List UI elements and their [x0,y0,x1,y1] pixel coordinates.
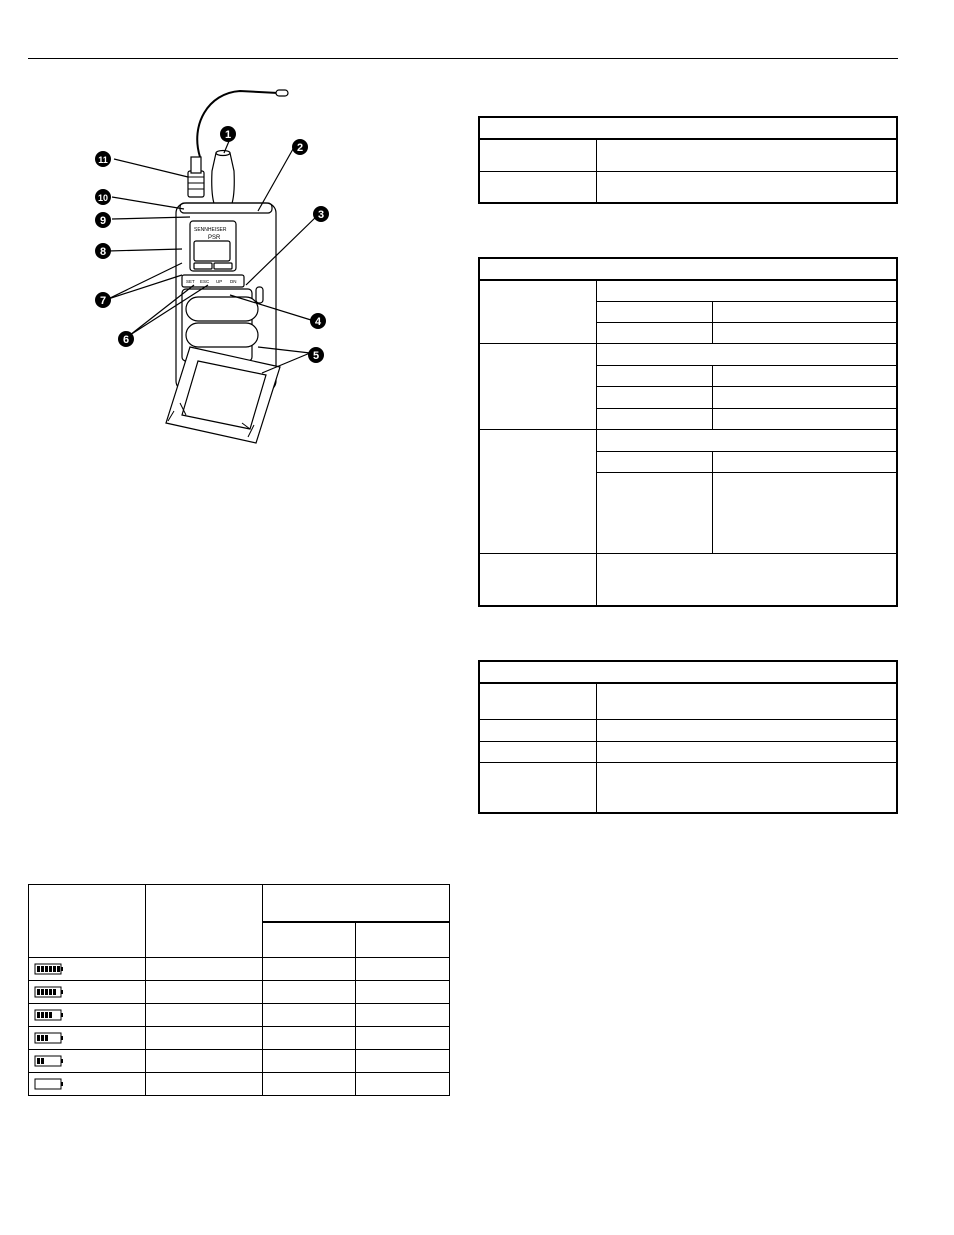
leader-line [108,263,182,299]
battery-row [29,1027,450,1050]
table-cell [263,1027,356,1050]
callout-label: 3 [317,209,325,221]
table-cell [712,451,897,472]
battery-bar [41,1058,44,1064]
callout-label: 11 [98,155,108,165]
battery-level-icon [34,1032,64,1044]
table-header-cell [263,922,356,958]
battery-level-icon [34,1009,64,1021]
table-cell [146,981,263,1004]
battery-terminal [61,1013,63,1017]
table-cell [712,386,897,408]
button-label: UP [216,279,223,284]
table-cell [479,280,596,343]
battery-terminal [61,1059,63,1063]
battery-bar [37,966,40,972]
table-cell [146,1050,263,1073]
callout-label: 1 [224,129,232,141]
callout-label: 5 [312,350,320,362]
callout-label: 10 [97,193,109,203]
device-illustration [90,85,335,445]
table-cell [712,365,897,386]
table-settings [478,257,898,607]
battery-bar [49,989,52,995]
table-cell [596,472,712,553]
callout-label: 9 [99,215,107,227]
button-label: ESC [200,279,210,284]
battery-terminal [61,967,63,971]
battery-bar [41,989,44,995]
battery-cell [186,323,258,347]
button-label: DN [230,279,237,284]
header-rule [28,58,898,59]
table-cell [596,741,897,762]
table-cell [596,280,897,301]
table-header-cell [356,922,450,958]
table-cell [596,365,712,386]
antenna-tip [276,90,288,96]
battery-bar [45,966,48,972]
model-label: PSR [208,235,221,241]
table-cell [479,343,596,429]
table-cell [356,1050,450,1073]
leader-line [108,249,182,251]
table-cell [596,343,897,365]
battery-bar [53,966,56,972]
table-cell [263,958,356,981]
battery-bar [37,1012,40,1018]
antenna-connector [188,171,204,197]
table-cell [263,1004,356,1027]
table-cell [146,1027,263,1050]
battery-row [29,981,450,1004]
table-cell [596,301,712,322]
table-cell [712,301,897,322]
callout-label: 6 [122,334,130,346]
table-cell [596,408,712,429]
battery-icon-cell [29,1050,146,1073]
table-cell [263,1050,356,1073]
battery-level-icon [34,963,64,975]
battery-bar [45,1035,48,1041]
battery-icon-cell [29,981,146,1004]
battery-terminal [61,1036,63,1040]
table-cell [712,408,897,429]
table-cell [263,981,356,1004]
leader-line [258,149,293,211]
table-cell [146,1004,263,1027]
battery-bar [37,989,40,995]
table-cell [596,322,712,343]
table-cell [479,171,596,203]
battery-row [29,1073,450,1096]
battery-bar [49,966,52,972]
table-cell [596,139,897,171]
table-display-info [478,660,898,814]
table-cell [479,553,596,606]
battery-level-icon [34,1078,64,1090]
table-cell [596,451,712,472]
table-header-cell [479,258,897,280]
battery-icon-cell [29,958,146,981]
table-cell [596,386,712,408]
table-cell [356,981,450,1004]
callout-label: 2 [296,142,304,154]
brand-label: SENNHEISER [194,227,227,233]
antenna-wire [197,91,278,157]
table-cell [596,553,897,606]
callout-label: 4 [314,316,322,328]
table-cell [479,741,596,762]
table-header-cell [29,885,146,958]
table-cell [146,958,263,981]
table-cell [356,1073,450,1096]
battery-status-table [28,884,450,1096]
table-cell [479,429,596,553]
battery-bar [41,966,44,972]
leader-line [114,159,188,177]
table-cell [356,1027,450,1050]
battery-icon-cell [29,1004,146,1027]
table-cell [479,762,596,813]
battery-bar [37,1058,40,1064]
table-cell [596,683,897,719]
table-cell [596,171,897,203]
table-cell [596,429,897,451]
battery-row [29,1050,450,1073]
table-cell [479,683,596,719]
table-cell [712,322,897,343]
leader-line [108,275,182,299]
battery-bar [57,966,60,972]
battery-icon-cell [29,1027,146,1050]
battery-bar [49,1012,52,1018]
battery-bar [37,1035,40,1041]
battery-bar [45,1012,48,1018]
table-cell [712,472,897,553]
battery-bar [45,989,48,995]
battery-terminal [61,990,63,994]
battery-terminal [61,1082,63,1086]
table-header-cell [479,117,897,139]
button-label: SET [186,279,195,284]
table-overview [478,116,898,204]
battery-outline [35,1079,61,1089]
battery-level-icon [34,986,64,998]
table-header-cell [263,885,450,922]
table-cell [479,719,596,741]
battery-bar [41,1035,44,1041]
table-cell [479,139,596,171]
table-cell [263,1073,356,1096]
table-cell [356,1004,450,1027]
battery-icon-cell [29,1073,146,1096]
table-cell [596,719,897,741]
battery-row [29,958,450,981]
battery-row [29,1004,450,1027]
table-header-cell [479,661,897,683]
table-cell [356,958,450,981]
leader-line [112,197,184,209]
battery-bar [41,1012,44,1018]
table-cell [596,762,897,813]
callout-label: 7 [99,295,107,307]
battery-bar [53,989,56,995]
table-cell [146,1073,263,1096]
callout-label: 8 [99,246,107,258]
table-header-cell [146,885,263,958]
battery-level-icon [34,1055,64,1067]
